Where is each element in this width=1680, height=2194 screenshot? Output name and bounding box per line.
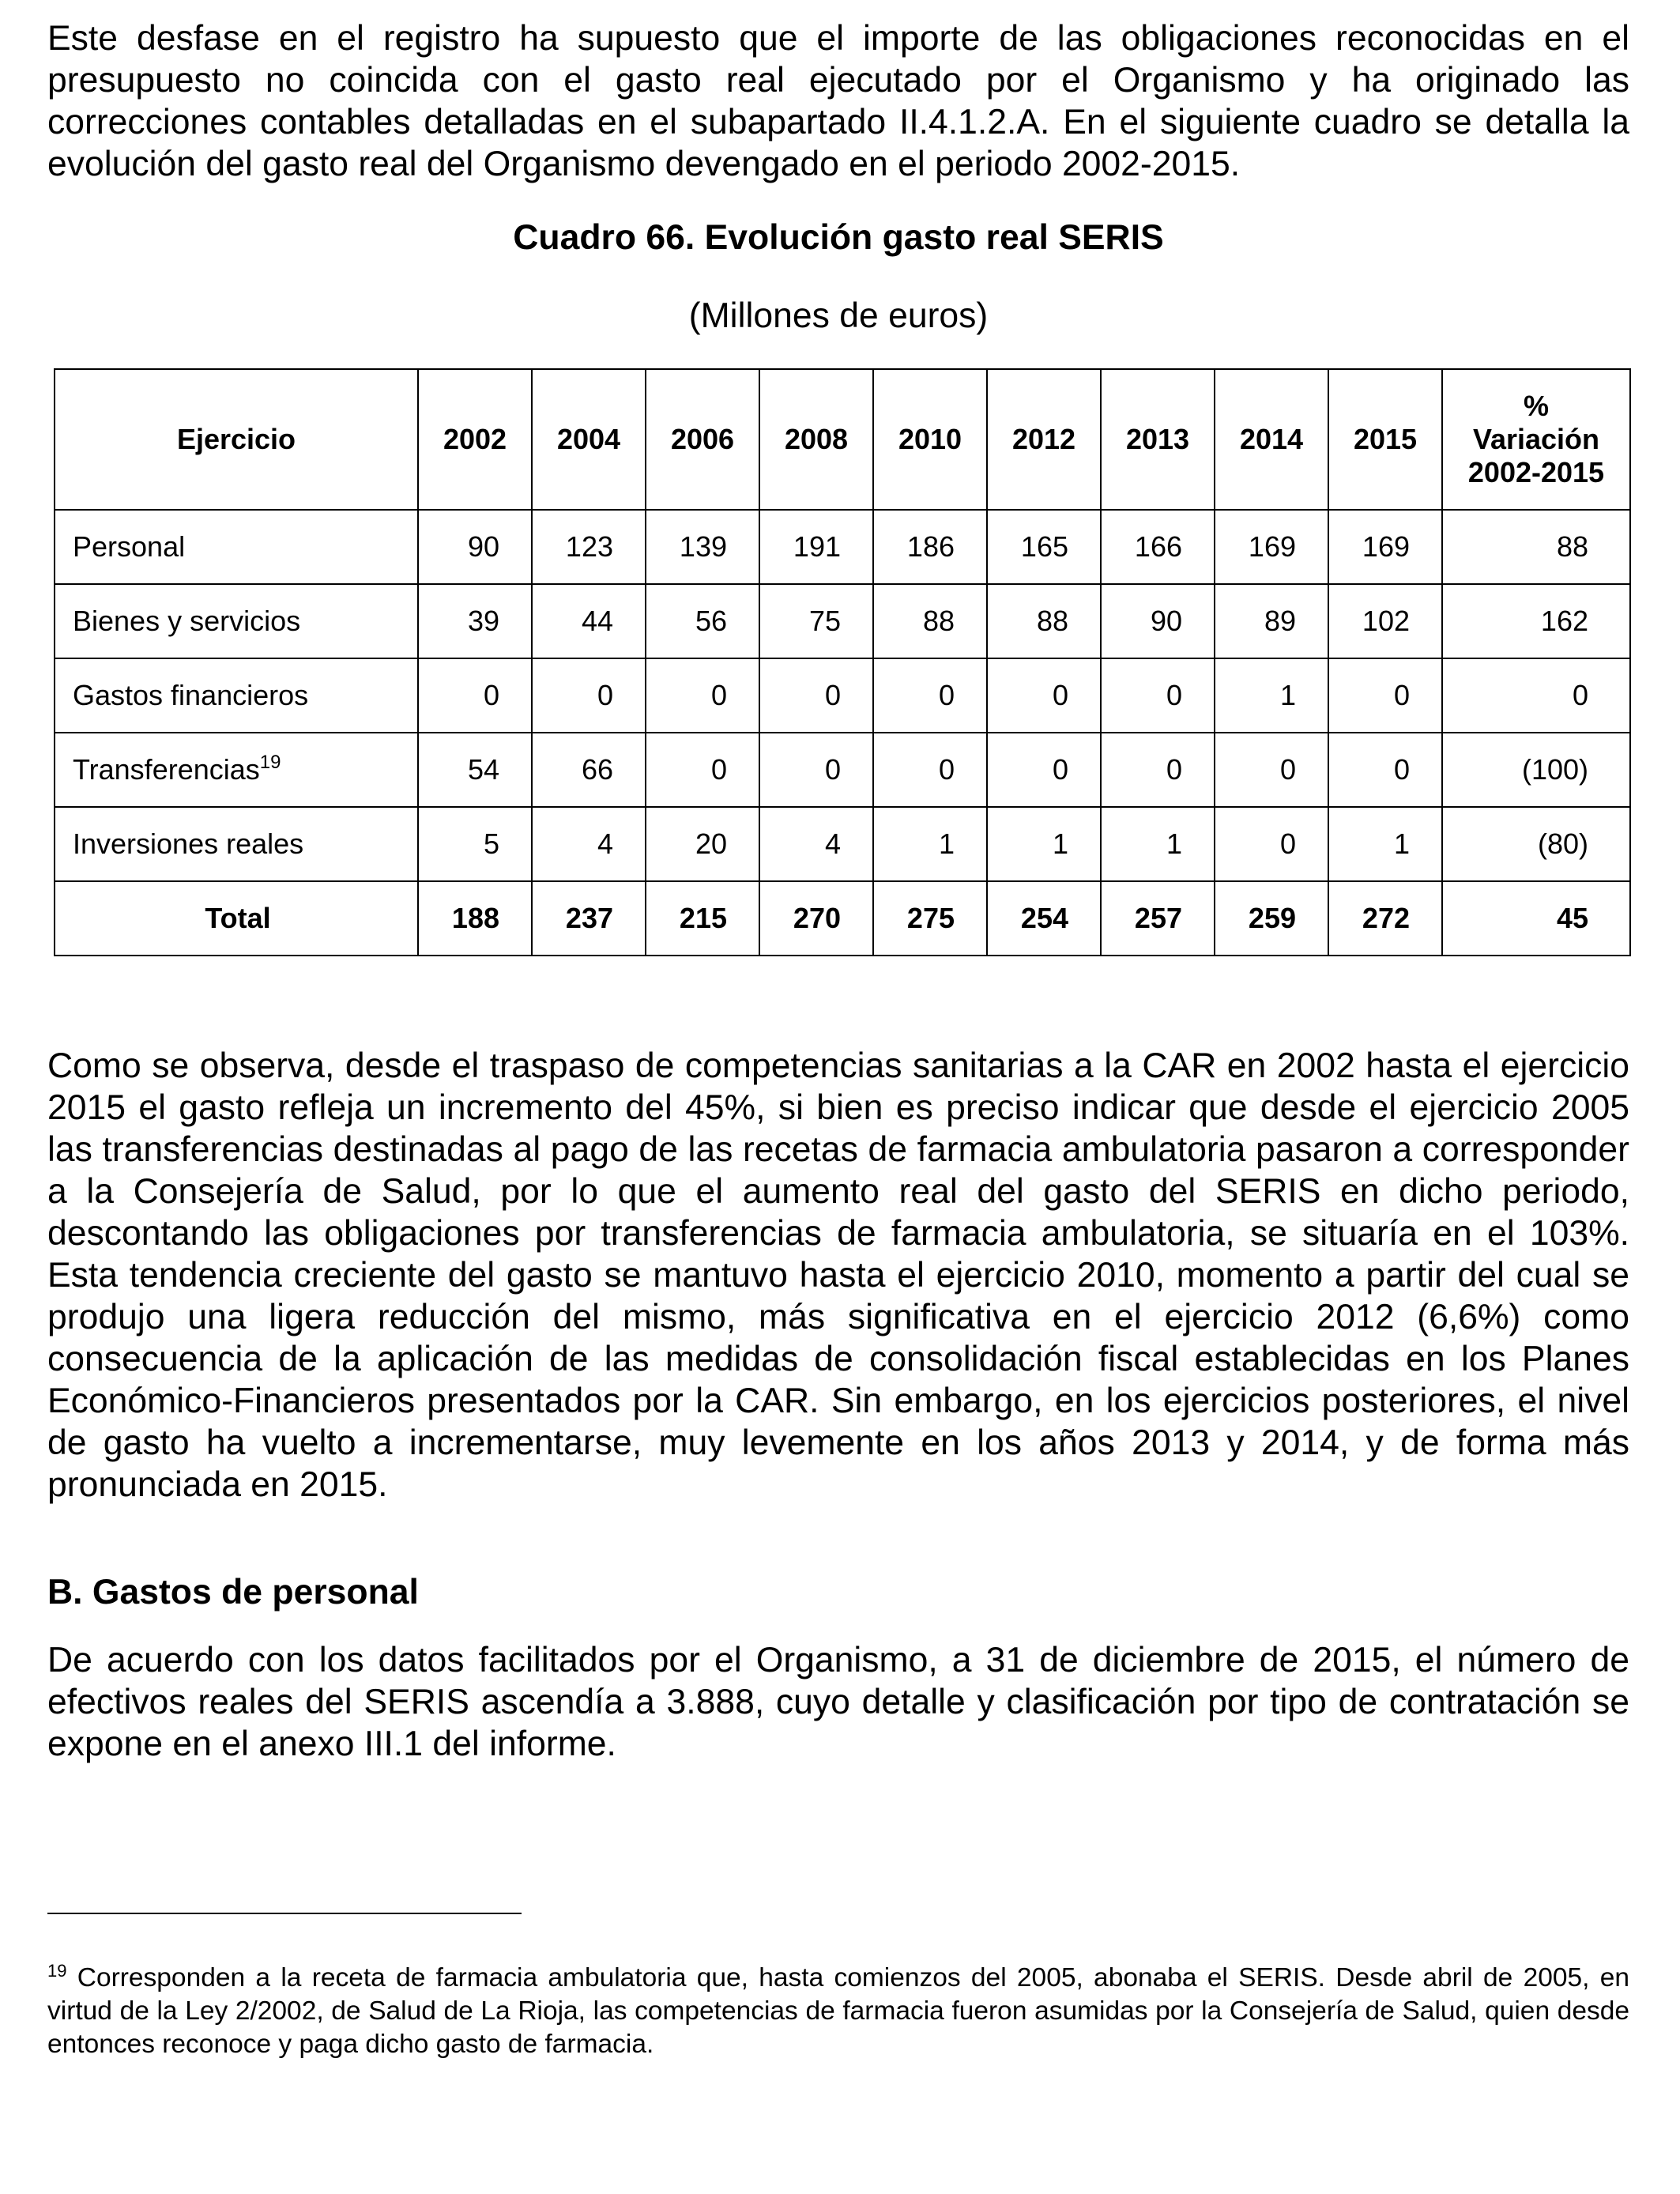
header-year: 2006 [646,369,759,510]
table-cell: 102 [1328,584,1442,658]
row-label-cell [55,733,418,807]
total-label: Total [55,881,418,956]
intro-paragraph: Este desfase en el registro ha supuesto que el importe de las obligaciones reconocidas en el presupuesto no coincida con el gasto real ejecutado por el Organismo y ha originado las correcciones contables detalladas en el subapartado II.4.1.2.A. En el siguiente cuadro se detalla la evolución del gasto real del Organismo devengado en el periodo 2002-2015. [47,19,1629,183]
table-cell: 191 [759,510,873,584]
table-cell: 0 [873,658,987,733]
row-label: Transferencias [73,753,260,786]
table-cell: 1 [987,807,1101,881]
table-cell: 20 [646,807,759,881]
table-cell: 0 [532,658,646,733]
table-cell: 139 [646,510,759,584]
table-units: (Millones de euros) [688,296,989,335]
table-cell: 56 [646,584,759,658]
header-year: 2008 [759,369,873,510]
table-cell: 0 [987,658,1101,733]
table-row [55,733,1630,807]
table-cell: 0 [646,733,759,807]
row-label: Gastos financieros [55,658,418,733]
analysis-paragraph: Como se observa, desde el traspaso de competencias sanitarias a la CAR en 2002 hasta el ejercicio 2015 el gasto refleja un incremento del 45%, si bien es preciso indicar que desde el ejercicio 2005 las transferencias destinadas al pago de las recetas de farmacia ambulatoria pasaron a corresponder a la Consejería de Salud, por lo que el aumento real del gasto del SERIS en dicho periodo, descontando las obligaciones por transferencias de farmacia ambulatoria, se situaría en el 103%. Esta tendencia creciente del gasto se mantuvo hasta el ejercicio 2010, momento a partir del cual se produjo una ligera reducción del mismo, más significativa en el ejercicio 2012 (6,6%) como consecuencia de la aplicación de las medidas de consolidación fiscal establecidas en los Planes Económico-Financieros presentados por la CAR. Sin embargo, en los ejercicios posteriores, el nivel de gasto ha vuelto a incrementarse, muy levemente en los años 2013 y 2014, y de forma más pronunciada en 2015. [47,1046,1629,1504]
header-year: 2013 [1101,369,1215,510]
table-cell: 90 [418,510,532,584]
table-cell: 1 [1215,658,1328,733]
table-row [55,658,1630,733]
table-cell: 88 [873,584,987,658]
table-cell: 0 [1101,658,1215,733]
total-cell: 270 [759,881,873,956]
footnote-number: 19 [47,1961,67,1981]
header-variation-line: 2002-2015 [1467,456,1605,488]
table-cell: 1 [1328,807,1442,881]
total-cell: 275 [873,881,987,956]
table-cell: 4 [532,807,646,881]
table-cell: 123 [532,510,646,584]
table-cell: 44 [532,584,646,658]
table-cell: 5 [418,807,532,881]
table-cell: 0 [759,733,873,807]
variation-cell: 0 [1442,658,1630,733]
variation-cell: 88 [1442,510,1630,584]
table-cell: 66 [532,733,646,807]
table-total-row [55,881,1630,956]
table-cell: 1 [1101,807,1215,881]
footnote-text: Corresponden a la receta de farmacia ambulatoria que, hasta comienzos del 2005, abonaba el SERIS. Desde abril de 2005, en virtud de la Ley 2/2002, de Salud de La Rioja, las competencias de farmacia fueron asumidas por la Consejería de Salud, quien desde entonces reconoce y paga dicho gasto de farmacia. [47,1963,1629,2059]
table-cell: 169 [1328,510,1442,584]
table-cell: 0 [1101,733,1215,807]
table-cell: 0 [646,658,759,733]
section-paragraph: De acuerdo con los datos facilitados por el Organismo, a 31 de diciembre de 2015, el número de efectivos reales del SERIS ascendía a 3.888, cuyo detalle y clasificación por tipo de contratación se expone en el anexo III.1 del informe. [47,1641,1629,1763]
table-cell: 88 [987,584,1101,658]
footnote [47,1962,1629,2061]
table-cell: 39 [418,584,532,658]
total-cell: 215 [646,881,759,956]
header-variation-line: % [1523,390,1549,422]
table-header-row [55,369,1630,510]
header-year: 2014 [1215,369,1328,510]
table-row [55,584,1630,658]
header-year: 2012 [987,369,1101,510]
header-year: 2015 [1328,369,1442,510]
variation-cell: (80) [1442,807,1630,881]
table-cell: 0 [418,658,532,733]
variation-cell: (100) [1442,733,1630,807]
header-variation [1442,369,1630,510]
variation-cell: 162 [1442,584,1630,658]
section-heading: B. Gastos de personal [47,1573,419,1612]
table-cell: 0 [987,733,1101,807]
header-ejercicio: Ejercicio [55,369,418,510]
table-cell: 0 [873,733,987,807]
table-cell: 54 [418,733,532,807]
table-cell: 165 [987,510,1101,584]
total-cell: 188 [418,881,532,956]
header-variation-line: Variación [1472,423,1600,455]
total-cell: 272 [1328,881,1442,956]
table-cell: 186 [873,510,987,584]
header-year: 2004 [532,369,646,510]
total-variation-cell: 45 [1442,881,1630,956]
expense-table [54,368,1631,956]
table-cell: 0 [1215,807,1328,881]
row-label: Personal [55,510,418,584]
header-year: 2010 [873,369,987,510]
row-label: Inversiones reales [55,807,418,881]
footnote-ref: 19 [259,752,281,773]
total-cell: 237 [532,881,646,956]
table-cell: 166 [1101,510,1215,584]
total-cell: 259 [1215,881,1328,956]
document-page [47,17,1629,2059]
table-cell: 1 [873,807,987,881]
table-title: Cuadro 66. Evolución gasto real SERIS [513,218,1164,257]
table-cell: 75 [759,584,873,658]
table-cell: 0 [759,658,873,733]
header-year: 2002 [418,369,532,510]
table-row [55,807,1630,881]
total-cell: 257 [1101,881,1215,956]
total-cell: 254 [987,881,1101,956]
row-label: Bienes y servicios [55,584,418,658]
footnote-separator [47,1913,522,1914]
table-cell: 0 [1328,733,1442,807]
table-cell: 0 [1215,733,1328,807]
table-cell: 0 [1328,658,1442,733]
table-cell: 89 [1215,584,1328,658]
table-row [55,510,1630,584]
table-cell: 90 [1101,584,1215,658]
table-cell: 4 [759,807,873,881]
table-cell: 169 [1215,510,1328,584]
